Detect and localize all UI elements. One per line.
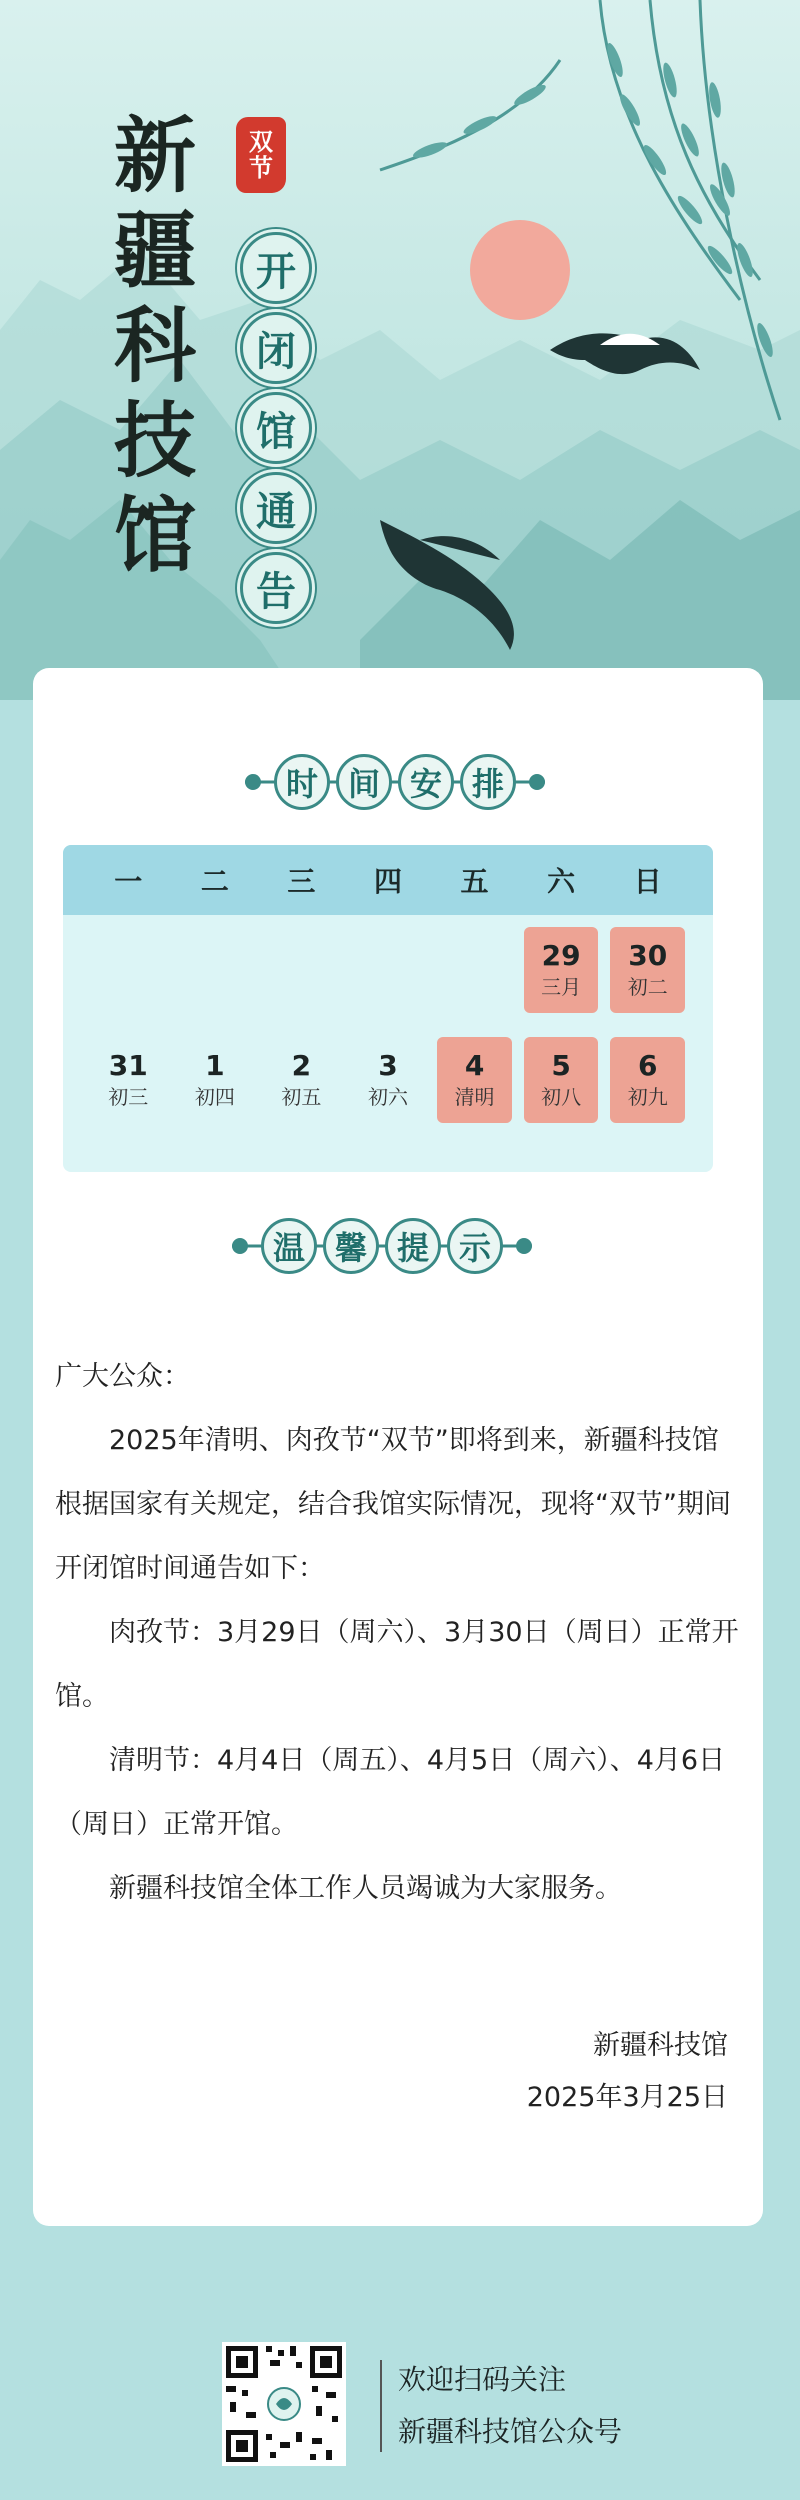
section-title-char: 提: [385, 1218, 441, 1274]
section-title-char: 示: [447, 1218, 503, 1274]
calendar-day: [91, 927, 166, 1013]
day-number: 1: [205, 1049, 225, 1083]
greeting: 广大公众：: [55, 1361, 190, 1392]
day-number: 30: [628, 939, 668, 973]
calendar-day: [437, 927, 512, 1013]
day-number: 4: [464, 1049, 485, 1083]
notice-char: 开: [240, 232, 312, 304]
day-number: 29: [541, 939, 581, 973]
calendar-weekday-header: [63, 845, 713, 915]
lunar-date: 初九: [627, 1084, 668, 1109]
calendar-week: [63, 1025, 713, 1135]
title-char: 科: [113, 298, 196, 394]
footer: [0, 2300, 800, 2500]
calendar-day: [437, 1037, 512, 1123]
lunar-date: 清明: [454, 1084, 495, 1109]
qr-code-icon[interactable]: [222, 2342, 346, 2466]
day-number: 6: [637, 1049, 658, 1083]
section-title-char: 安: [398, 754, 454, 810]
calendar-day: [91, 1037, 166, 1123]
weekday-label: 一: [114, 865, 143, 898]
lunar-date: 初二: [627, 974, 668, 999]
scan-prompt: 欢迎扫码关注: [398, 2363, 567, 2396]
calendar-day: [610, 927, 685, 1013]
weekday-label: 六: [547, 865, 576, 898]
notice-paragraph: 清明节：4月4日（周五）、4月5日（周六）、4月6日（周日）正常开馆。: [55, 1745, 726, 1840]
calendar-day: [610, 1037, 685, 1123]
notice-char: 通: [240, 472, 312, 544]
title-char: 疆: [113, 203, 196, 299]
day-number: 3: [378, 1049, 398, 1083]
calendar-day: [351, 927, 426, 1013]
lunar-date: 初四: [194, 1084, 235, 1109]
account-name: 新疆科技馆公众号: [398, 2415, 623, 2448]
day-number: 31: [108, 1049, 148, 1083]
signature-block: [527, 2020, 728, 2124]
title-char: 馆: [113, 488, 196, 584]
notice-char: 告: [240, 552, 312, 624]
weekday-label: 四: [373, 865, 402, 898]
title-char: 技: [113, 393, 196, 489]
lunar-date: 初五: [281, 1084, 322, 1109]
calendar-week: [63, 915, 713, 1025]
notice-date: 2025年3月25日: [526, 2082, 728, 2113]
section-title-char: 排: [460, 754, 516, 810]
lunar-date: 初六: [367, 1084, 408, 1109]
weekday-label: 二: [200, 865, 229, 898]
calendar-day: [178, 1037, 253, 1123]
section-title-char: 馨: [323, 1218, 379, 1274]
tips-section-title: [232, 1216, 532, 1276]
day-number: 2: [291, 1049, 312, 1083]
section-title-char: 温: [261, 1218, 317, 1274]
calendar-day: [524, 1037, 599, 1123]
calendar-day: [264, 927, 339, 1013]
weekday-label: 五: [460, 865, 489, 898]
calendar: [63, 845, 713, 1172]
day-number: 5: [551, 1049, 571, 1083]
calendar-day: [524, 927, 599, 1013]
title-char: 新: [113, 108, 196, 204]
footer-text: [398, 2354, 622, 2458]
notice-paragraph: 肉孜节：3月29日（周六）、3月30日（周日）正常开馆。: [55, 1617, 739, 1712]
calendar-day: [351, 1037, 426, 1123]
lunar-date: 三月: [541, 974, 582, 999]
notice-char: 闭: [240, 312, 312, 384]
weekday-label: 日: [633, 865, 662, 898]
lunar-date: 初八: [541, 1084, 582, 1109]
notice-title: [236, 232, 316, 630]
notice-paragraph: 2025年清明、肉孜节“双节”即将到来，新疆科技馆根据国家有关规定，结合我馆实际情况，现将“双节”期间开闭馆时间通告如下：: [55, 1425, 731, 1584]
hero-banner: [0, 0, 800, 700]
double-festival-seal: [236, 117, 286, 193]
lunar-date: 初三: [108, 1084, 149, 1109]
sun-icon: [470, 220, 570, 320]
calendar-day: [264, 1037, 339, 1123]
seal-char: 双: [249, 127, 273, 156]
schedule-section-title: [245, 752, 545, 812]
museum-title: [100, 108, 210, 590]
signature: 新疆科技馆: [593, 2030, 728, 2061]
notice-char: 馆: [240, 392, 312, 464]
weekday-label: 三: [287, 865, 316, 898]
section-title-char: 时: [274, 754, 330, 810]
notice-body: [55, 1345, 745, 1921]
section-title-char: 间: [336, 754, 392, 810]
seal-char: 节: [249, 154, 273, 182]
notice-paragraph: 新疆科技馆全体工作人员竭诚为大家服务。: [109, 1873, 622, 1904]
calendar-day: [178, 927, 253, 1013]
